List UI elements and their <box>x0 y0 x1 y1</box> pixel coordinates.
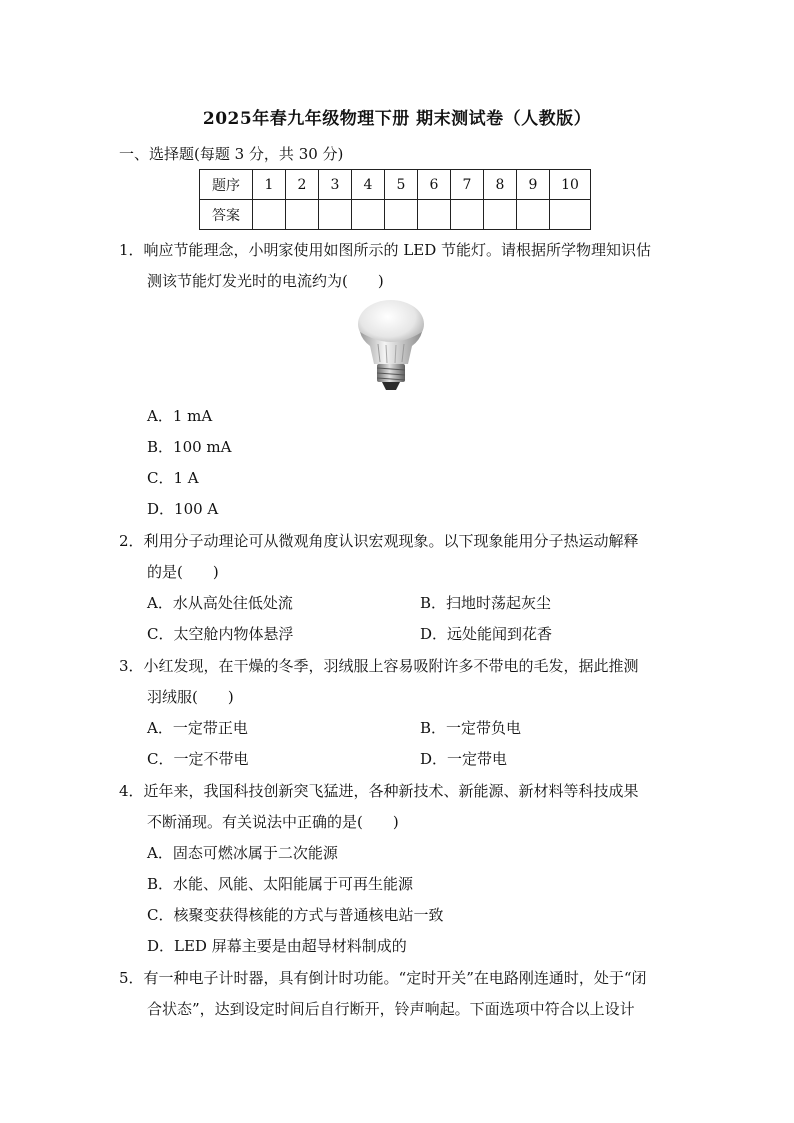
question-2-option-a: A．水从高处往低处流 <box>147 594 293 612</box>
question-2-stem-cont: 的是( ) <box>147 563 219 581</box>
answer-table-answer-row <box>200 200 591 230</box>
question-1-option-a: A．1 mA <box>147 407 213 425</box>
question-2-option-b: B．扫地时荡起灰尘 <box>420 594 552 612</box>
answer-cell[interactable] <box>385 200 418 230</box>
question-3-stem: 3．小红发现，在干燥的冬季，羽绒服上容易吸附许多不带电的毛发，据此推测 <box>119 657 639 675</box>
question-5-stem: 5．有一种电子计时器，具有倒计时功能。“定时开关”在电路刚连通时，处于“闭 <box>119 969 647 987</box>
question-5-stem-cont: 合状态”，达到设定时间后自行断开，铃声响起。下面选项中符合以上设计 <box>147 1000 635 1018</box>
question-1-option-c: C．1 A <box>147 469 199 487</box>
led-bulb-image <box>356 298 426 392</box>
question-number: 7 <box>451 170 484 200</box>
answer-cell[interactable] <box>352 200 385 230</box>
question-number: 1 <box>253 170 286 200</box>
question-number: 8 <box>484 170 517 200</box>
question-1-option-b: B．100 mA <box>147 438 232 456</box>
section-heading: 一、选择题(每题 3 分，共 30 分) <box>119 145 344 163</box>
answer-cell[interactable] <box>253 200 286 230</box>
question-3-option-c: C．一定不带电 <box>147 750 249 768</box>
answer-cell[interactable] <box>484 200 517 230</box>
question-number-label: 题序 <box>200 170 253 200</box>
answer-cell[interactable] <box>319 200 352 230</box>
question-number: 10 <box>550 170 591 200</box>
question-3-option-b: B．一定带负电 <box>420 719 522 737</box>
answer-cell[interactable] <box>517 200 550 230</box>
question-number: 5 <box>385 170 418 200</box>
answer-table-header-row <box>200 170 591 200</box>
question-number: 3 <box>319 170 352 200</box>
answer-label: 答案 <box>200 200 253 230</box>
question-number: 9 <box>517 170 550 200</box>
question-number: 4 <box>352 170 385 200</box>
question-3-stem-cont: 羽绒服( ) <box>147 688 234 706</box>
question-number: 2 <box>286 170 319 200</box>
question-4-option-c: C．核聚变获得核能的方式与普通核电站一致 <box>147 906 444 924</box>
question-4-option-a: A．固态可燃冰属于二次能源 <box>147 844 338 862</box>
question-1-stem: 1．响应节能理念，小明家使用如图所示的 LED 节能灯。请根据所学物理知识估 <box>119 241 652 259</box>
question-number: 6 <box>418 170 451 200</box>
question-4-stem-cont: 不断涌现。有关说法中正确的是( ) <box>147 813 399 831</box>
answer-table <box>199 169 591 230</box>
question-1-option-d: D．100 A <box>147 500 219 518</box>
answer-cell[interactable] <box>550 200 591 230</box>
question-4-option-b: B．水能、风能、太阳能属于可再生能源 <box>147 875 414 893</box>
answer-cell[interactable] <box>418 200 451 230</box>
question-3-option-d: D．一定带电 <box>420 750 508 768</box>
question-2-option-d: D．远处能闻到花香 <box>420 625 553 643</box>
answer-cell[interactable] <box>286 200 319 230</box>
question-4-option-d: D．LED 屏幕主要是由超导材料制成的 <box>147 937 407 955</box>
question-1-stem-cont: 测该节能灯发光时的电流约为( ) <box>147 272 384 290</box>
answer-cell[interactable] <box>451 200 484 230</box>
question-2-stem: 2．利用分子动理论可从微观角度认识宏观现象。以下现象能用分子热运动解释 <box>119 532 639 550</box>
question-2-option-c: C．太空舱内物体悬浮 <box>147 625 294 643</box>
exam-title: 2025年春九年级物理下册 期末测试卷（人教版） <box>202 109 592 129</box>
question-4-stem: 4．近年来，我国科技创新突飞猛进，各种新技术、新能源、新材料等科技成果 <box>119 782 639 800</box>
question-3-option-a: A．一定带正电 <box>147 719 248 737</box>
